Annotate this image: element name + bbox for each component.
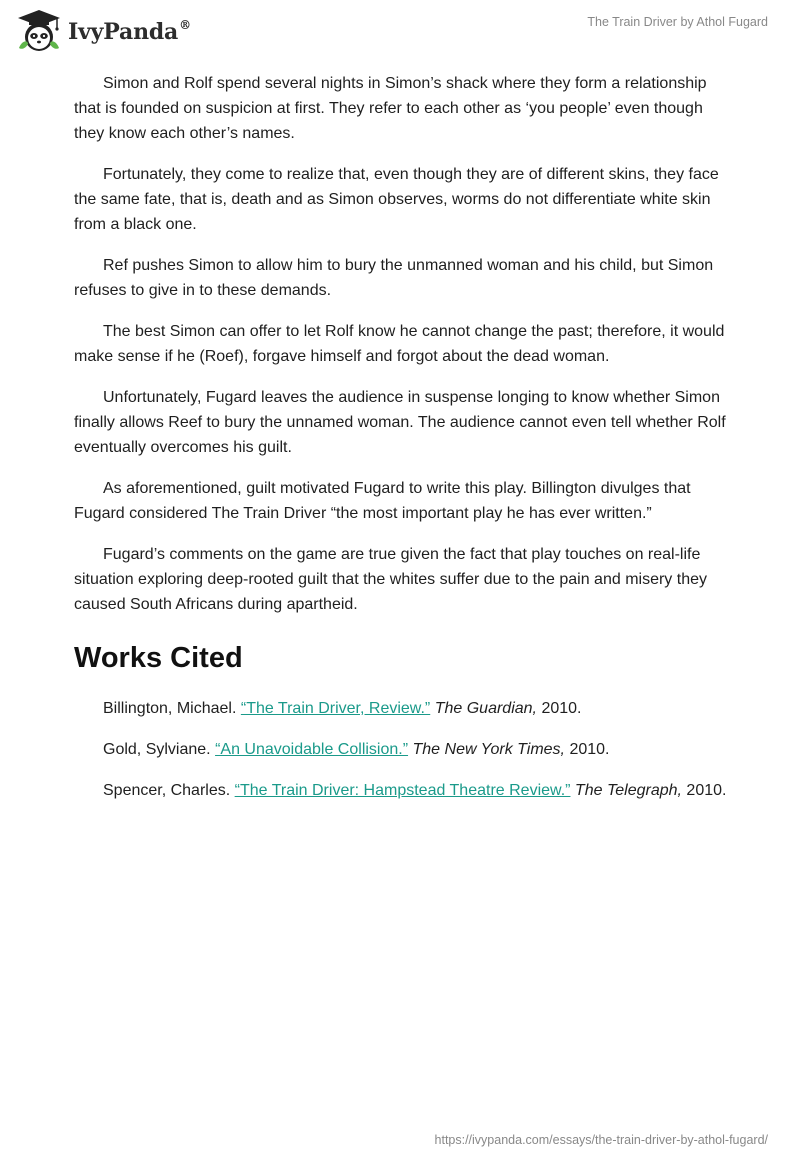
citation-year: 2010. <box>541 700 582 717</box>
body-paragraph: As aforementioned, guilt motivated Fugard to write this play. Billington divulges that Fugard considered The Train Driver “the most important play he has ever written.” <box>74 480 691 522</box>
page-header <box>0 0 800 64</box>
essay-body <box>74 71 734 819</box>
citation-source: The New York Times, <box>412 741 565 758</box>
citation-author: Gold, Sylviane. <box>103 741 211 758</box>
panda-graduate-icon <box>16 8 62 54</box>
citation-link[interactable]: “An Unavoidable Collision.” <box>215 741 409 758</box>
citation-entry <box>74 696 734 721</box>
source-url[interactable]: https://ivypanda.com/essays/the-train-driver-by-athol-fugard/ <box>434 1133 768 1147</box>
body-paragraph: Unfortunately, Fugard leaves the audience in suspense longing to know whether Simon finally allows Reef to bury the unnamed woman. The audience cannot even tell whether Rolf eventually overcomes his guilt. <box>74 389 726 456</box>
body-paragraph: The best Simon can offer to let Rolf know he cannot change the past; therefore, it would make sense if he (Roef), forgave himself and forgot about the dead woman. <box>74 323 725 365</box>
citation-author: Spencer, Charles. <box>103 782 231 799</box>
works-cited-heading: Works Cited <box>74 642 243 674</box>
citation-year: 2010. <box>569 741 610 758</box>
body-paragraph: Fugard’s comments on the game are true given the fact that play touches on real-life situation exploring deep-rooted guilt that the whites suffer due to the pain and misery they caused South Africans during apartheid. <box>74 546 707 613</box>
document-title: The Train Driver by Athol Fugard <box>587 15 768 29</box>
body-paragraph: Fortunately, they come to realize that, even though they are of different skins, they face the same fate, that is, death and as Simon observes, worms do not differentiate white skin from a black one. <box>74 166 719 233</box>
citation-entry <box>74 737 734 762</box>
citation-year: 2010. <box>686 782 727 799</box>
citation-entry <box>74 778 734 803</box>
body-paragraph: Ref pushes Simon to allow him to bury the unmanned woman and his child, but Simon refuses to give in to these demands. <box>74 257 714 299</box>
citation-author: Billington, Michael. <box>103 700 237 717</box>
citation-link[interactable]: “The Train Driver: Hampstead Theatre Review.” <box>234 782 571 799</box>
citation-source: The Telegraph, <box>574 782 682 799</box>
logo-wordmark: IvyPanda® <box>68 17 191 45</box>
ivypanda-logo[interactable] <box>16 8 191 54</box>
body-paragraph: Simon and Rolf spend several nights in Simon’s shack where they form a relationship that is founded on suspicion at first. They refer to each other as ‘you people’ even though they know each other’s names. <box>74 75 707 142</box>
citation-link[interactable]: “The Train Driver, Review.” <box>240 700 431 717</box>
citation-source: The Guardian, <box>434 700 537 717</box>
